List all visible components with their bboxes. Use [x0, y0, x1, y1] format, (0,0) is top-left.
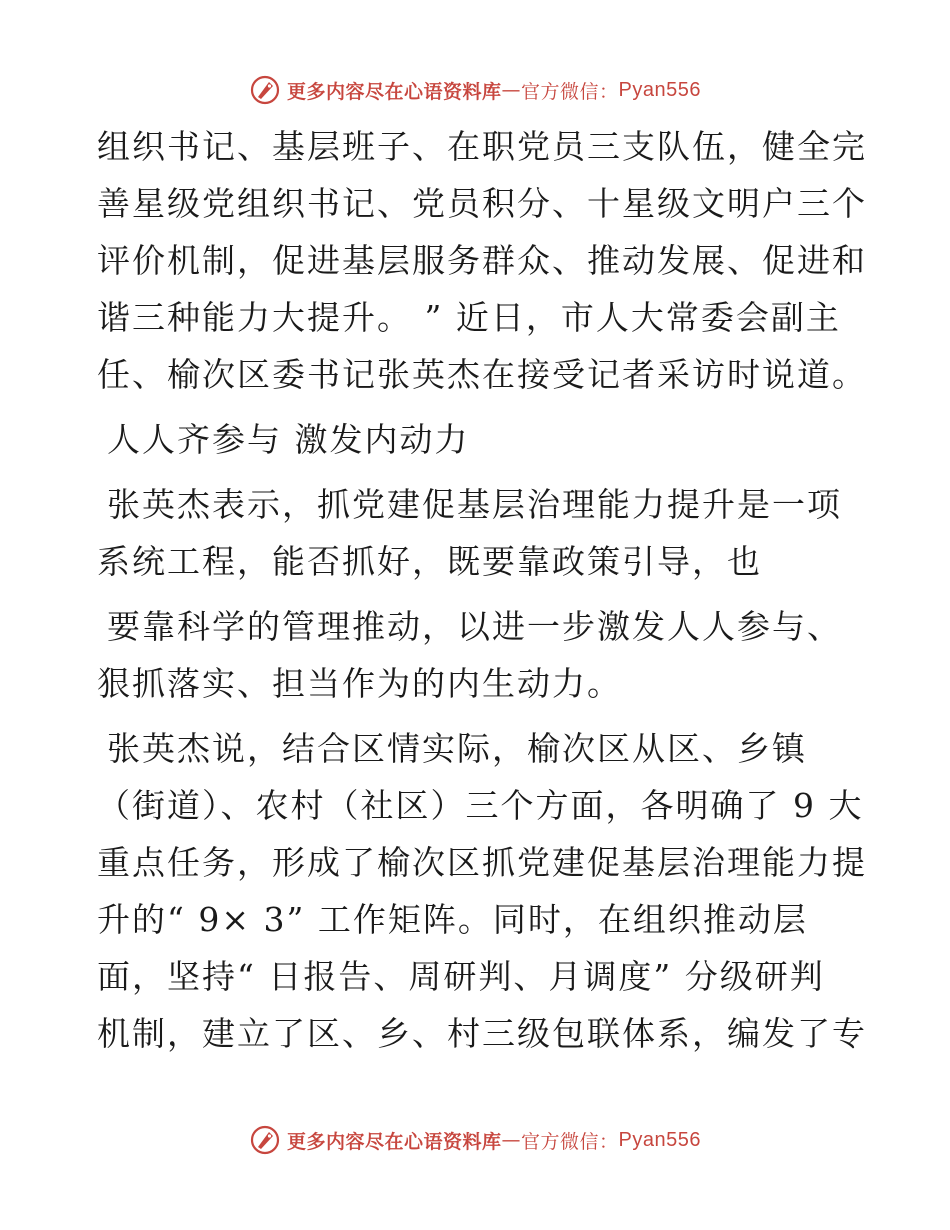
- banner-main-text: 更多内容尽在心语资料库: [287, 80, 502, 103]
- pen-nib-logo-icon: [249, 74, 281, 106]
- text-line: 升的“ 9× 3” 工作矩阵。同时，在组织推动层: [97, 900, 808, 939]
- text-line: 任、榆次区委书记张英杰在接受记者采访时说道。: [97, 355, 867, 394]
- banner-wechat-label: 官方微信：: [521, 1130, 619, 1153]
- banner-wechat-id: Pyan556: [618, 78, 701, 101]
- text-line: 狠抓落实、担当作为的内生动力。: [97, 664, 622, 703]
- banner-wechat-id: Pyan556: [618, 1128, 701, 1151]
- text-line: 面，坚持“ 日报告、周研判、月调度” 分级研判: [97, 957, 825, 996]
- text-line: 张英杰表示，抓党建促基层治理能力提升是一项: [107, 485, 842, 524]
- text-line: 机制，建立了区、乡、村三级包联体系，编发了专: [97, 1014, 867, 1053]
- text-line: 组织书记、基层班子、在职党员三支队伍，健全完: [97, 127, 867, 166]
- paragraph-details: [97, 720, 867, 1062]
- text-line: 善星级党组织书记、党员积分、十星级文明户三个: [97, 184, 867, 223]
- paragraph-statement: [97, 476, 867, 590]
- heading-line: 人人齐参与 激发内动力: [107, 420, 470, 459]
- footer-watermark-banner: [0, 1120, 950, 1160]
- document-body: [97, 118, 867, 1062]
- text-line: 评价机制，促进基层服务群众、推动发展、促进和: [97, 241, 867, 280]
- text-line: 重点任务，形成了榆次区抓党建促基层治理能力提: [97, 843, 867, 882]
- text-line: 系统工程，能否抓好，既要靠政策引导，也: [97, 542, 762, 581]
- text-line: 要靠科学的管理推动，以进一步激发人人参与、: [107, 607, 842, 646]
- banner-dash: —: [501, 79, 522, 101]
- paragraph-intro: [97, 118, 867, 403]
- banner-wechat-label: 官方微信：: [521, 80, 619, 103]
- pen-nib-logo-icon: [249, 1124, 281, 1156]
- text-line: （街道）、农村（社区）三个方面，各明确了 9 大: [97, 786, 864, 825]
- text-line: 张英杰说，结合区情实际，榆次区从区、乡镇: [107, 729, 807, 768]
- section-heading: [97, 411, 867, 468]
- text-line: 谐三种能力大提升。 ” 近日，市人大常委会副主: [97, 298, 841, 337]
- header-watermark-banner: [0, 70, 950, 110]
- paragraph-continuation: [97, 598, 867, 712]
- banner-main-text: 更多内容尽在心语资料库: [287, 1130, 502, 1153]
- banner-dash: —: [501, 1129, 522, 1151]
